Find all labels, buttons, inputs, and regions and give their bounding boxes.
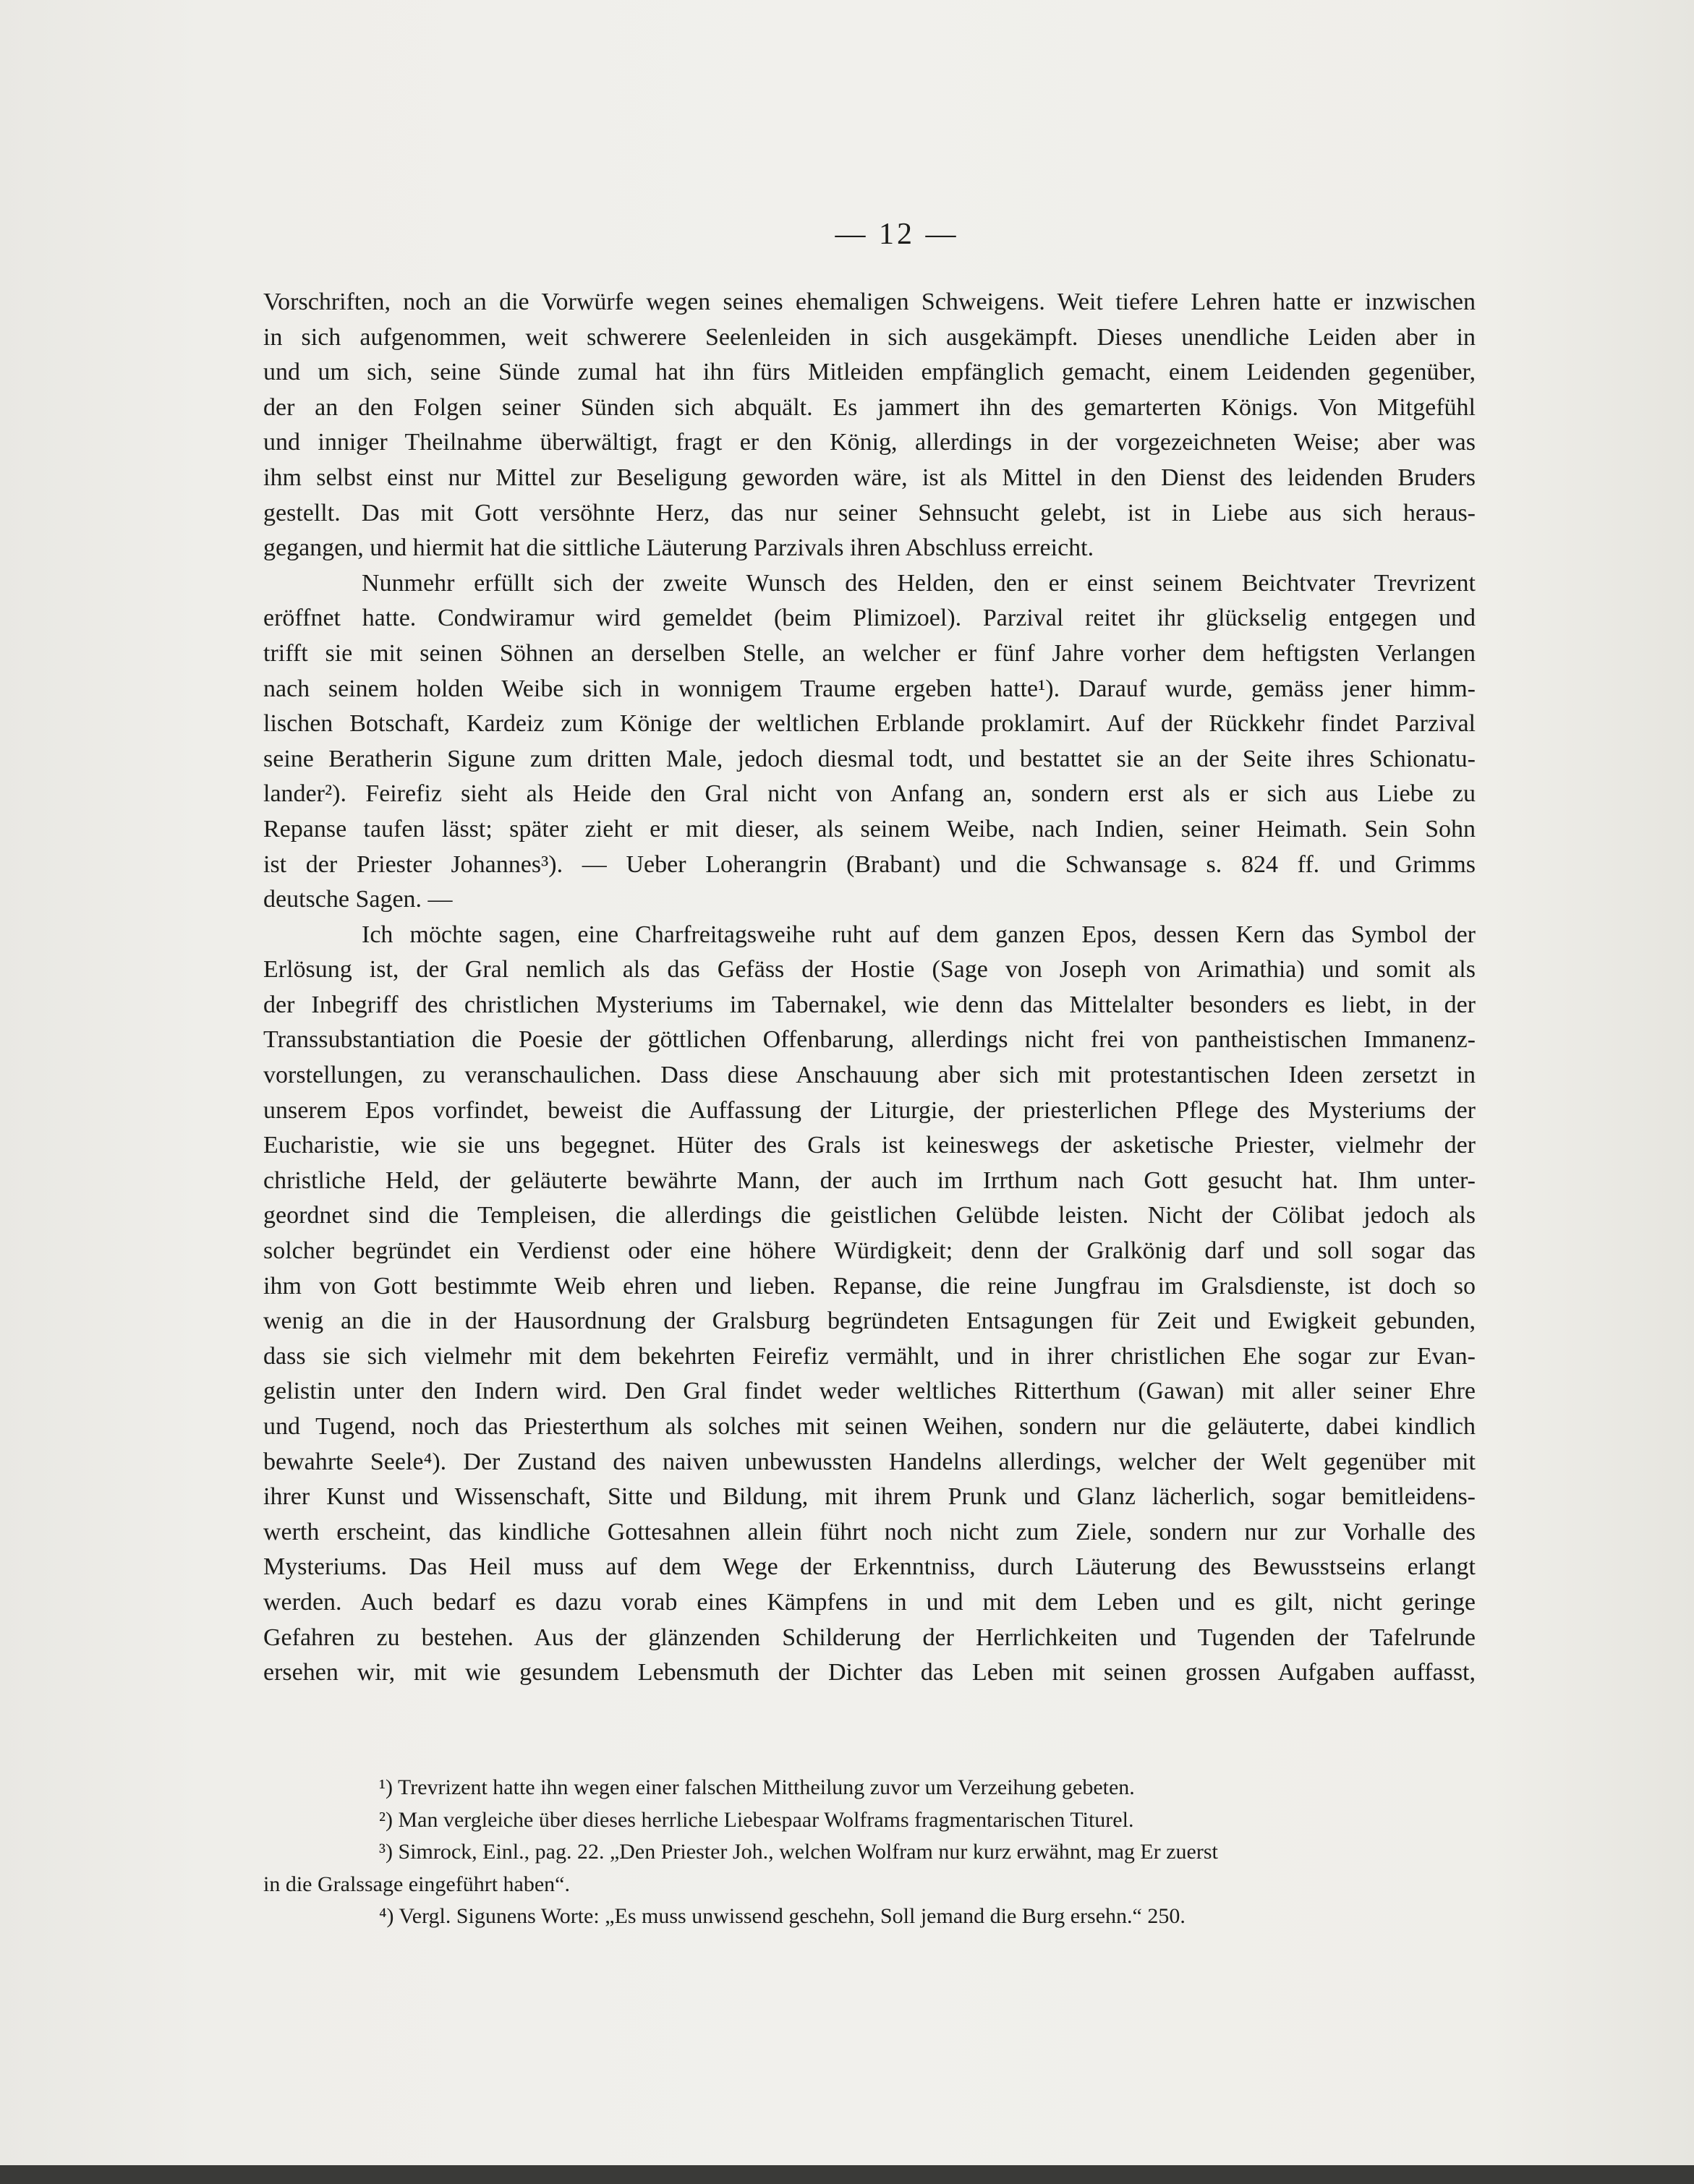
footnote-line: ⁴) Vergl. Sigunens Worte: „Es muss unwissend geschehn, Soll jemand die Burg ersehn.“ 250. bbox=[379, 1904, 1186, 1928]
body-line: der Inbegriff des christlichen Mysteriums im Tabernakel, wie denn das Mittelalter besonders es liebt, in der bbox=[263, 991, 1476, 1018]
body-line: unserem Epos vorfindet, beweist die Auffassung der Liturgie, der priesterlichen Pflege des Mysteriums der bbox=[263, 1096, 1476, 1124]
body-line: christliche Held, der geläuterte bewährte Mann, der auch im Irrthum nach Gott gesucht hat. Ihm unter- bbox=[263, 1166, 1476, 1194]
page-number: — 12 — bbox=[835, 218, 959, 251]
footnote-line: ¹) Trevrizent hatte ihn wegen einer falschen Mittheilung zuvor um Verzeihung gebeten. bbox=[379, 1775, 1135, 1799]
body-line: ersehen wir, mit wie gesundem Lebensmuth der Dichter das Leben mit seinen grossen Aufgaben auffasst, bbox=[263, 1659, 1476, 1686]
body-line: dass sie sich vielmehr mit dem bekehrten Feirefiz vermählt, und in ihrer christlichen Ehe sogar zur Evan- bbox=[263, 1342, 1476, 1370]
body-line: Gefahren zu bestehen. Aus der glänzenden Schilderung der Herrlichkeiten und Tugenden der Tafelrunde bbox=[263, 1624, 1476, 1651]
body-line: bewahrte Seele⁴). Der Zustand des naiven unbewussten Handelns allerdings, welcher der Welt gegenüber mit bbox=[263, 1448, 1476, 1475]
body-line: lander²). Feirefiz sieht als Heide den Gral nicht von Anfang an, sondern erst als er sich aus Liebe zu bbox=[263, 780, 1476, 808]
body-line: nach seinem holden Weibe sich in wonnigem Traume ergeben hatte¹). Darauf wurde, gemäss jener himm- bbox=[263, 675, 1476, 702]
body-line: vorstellungen, zu veranschaulichen. Dass diese Anschauung aber sich mit protestantischen Ideen zersetzt in bbox=[263, 1062, 1476, 1089]
body-line: und inniger Theilnahme überwältigt, fragt er den König, allerdings in der vorgezeichneten Weise; aber was bbox=[263, 429, 1476, 456]
body-line: Eucharistie, wie sie uns begegnet. Hüter des Grals ist keineswegs der asketische Priester, vielmehr der bbox=[263, 1132, 1476, 1159]
footnote-line: in die Gralssage eingeführt haben“. bbox=[263, 1872, 570, 1896]
body-line: in sich aufgenommen, weit schwerere Seelenleiden in sich ausgekämpft. Dieses unendliche Leiden aber in bbox=[263, 323, 1476, 351]
body-line: ihm von Gott bestimmte Weib ehren und lieben. Repanse, die reine Jungfrau im Gralsdienste, ist doch so bbox=[263, 1272, 1476, 1300]
body-line: Mysteriums. Das Heil muss auf dem Wege der Erkenntniss, durch Läuterung des Bewusstseins erlangt bbox=[263, 1553, 1476, 1581]
scan-bottom-edge bbox=[0, 2165, 1694, 2184]
body-line: Repanse taufen lässt; später zieht er mit dieser, als seinem Weibe, nach Indien, seiner Heimath. Sein Sohn bbox=[263, 815, 1476, 843]
body-line: und Tugend, noch das Priesterthum als solches mit seinen Weihen, sondern nur die geläuterte, dabei kindlich bbox=[263, 1413, 1476, 1440]
body-line: gestellt. Das mit Gott versöhnte Herz, das nur seiner Sehnsucht gelebt, ist in Liebe aus sich heraus- bbox=[263, 499, 1476, 526]
body-line: der an den Folgen seiner Sünden sich abquält. Es jammert ihn des gemarterten Königs. Von Mitgefühl bbox=[263, 393, 1476, 421]
body-line: werth erscheint, das kindliche Gottesahnen allein führt noch nicht zum Ziele, sondern nur zur Vorhalle des bbox=[263, 1518, 1476, 1545]
body-line: gegangen, und hiermit hat die sittliche Läuterung Parzivals ihren Abschluss erreicht. bbox=[263, 534, 1094, 562]
body-text bbox=[263, 285, 1476, 1691]
body-line: lischen Botschaft, Kardeiz zum Könige der weltlichen Erblande proklamirt. Auf der Rückkehr findet Parzival bbox=[263, 710, 1476, 738]
body-line: ist der Priester Johannes³). — Ueber Loherangrin (Brabant) und die Schwansage s. 824 ff. und Grimms bbox=[263, 850, 1476, 878]
body-line: Vorschriften, noch an die Vorwürfe wegen seines ehemaligen Schweigens. Weit tiefere Lehren hatte er inzwischen bbox=[263, 289, 1476, 315]
body-line: eröffnet hatte. Condwiramur wird gemeldet (beim Plimizoel). Parzival reitet ihr glückselig entgegen und bbox=[263, 605, 1476, 632]
body-line: Nunmehr erfüllt sich der zweite Wunsch des Helden, den er einst seinem Beichtvater Trevrizent bbox=[362, 569, 1476, 597]
body-line: und um sich, seine Sünde zumal hat ihn fürs Mitleiden empfänglich gemacht, einem Leidenden gegenüber, bbox=[263, 359, 1476, 386]
body-line: Erlösung ist, der Gral nemlich als das Gefäss der Hostie (Sage von Joseph von Arimathia) und somit als bbox=[263, 956, 1476, 984]
body-line: Ich möchte sagen, eine Charfreitagsweihe ruht auf dem ganzen Epos, dessen Kern das Symbol der bbox=[362, 921, 1476, 948]
body-line: geordnet sind die Templeisen, die allerdings die geistlichen Gelübde leisten. Nicht der Cölibat jedoch als bbox=[263, 1202, 1476, 1229]
body-line: gelistin unter den Indern wird. Den Gral findet weder weltliches Ritterthum (Gawan) mit aller seiner Ehre bbox=[263, 1378, 1476, 1405]
footnotes bbox=[263, 1772, 1476, 1933]
body-line: deutsche Sagen. — bbox=[263, 886, 453, 913]
body-line: solcher begründet ein Verdienst oder eine höhere Würdigkeit; denn der Gralkönig darf und soll sogar das bbox=[263, 1237, 1476, 1265]
body-line: wenig an die in der Hausordnung der Gralsburg begründeten Entsagungen für Zeit und Ewigkeit gebunden, bbox=[263, 1308, 1476, 1335]
footnote-line: ²) Man vergleiche über dieses herrliche Liebespaar Wolframs fragmentarischen Titurel. bbox=[379, 1807, 1134, 1832]
body-line: ihrer Kunst und Wissenschaft, Sitte und Bildung, mit ihrem Prunk und Glanz lächerlich, sogar bemitleidens- bbox=[263, 1483, 1476, 1511]
body-line: werden. Auch bedarf es dazu vorab eines Kämpfens in und mit dem Leben und es gilt, nicht geringe bbox=[263, 1588, 1476, 1616]
body-line: trifft sie mit seinen Söhnen an derselben Stelle, an welcher er fünf Jahre vorher dem heftigsten Verlangen bbox=[263, 639, 1476, 667]
footnote-line: ³) Simrock, Einl., pag. 22. „Den Priester Joh., welchen Wolfram nur kurz erwähnt, mag Er zuerst bbox=[379, 1840, 1218, 1864]
body-line: seine Beratherin Sigune zum dritten Male, jedoch diesmal todt, und bestattet sie an der Seite ihres Schionatu- bbox=[263, 745, 1476, 772]
body-line: Transsubstantiation die Poesie der göttlichen Offenbarung, allerdings nicht frei von pantheistischen Immanenz- bbox=[263, 1026, 1476, 1054]
body-line: ihm selbst einst nur Mittel zur Beseligung geworden wäre, ist als Mittel in den Dienst des leidenden Bruders bbox=[263, 464, 1476, 491]
